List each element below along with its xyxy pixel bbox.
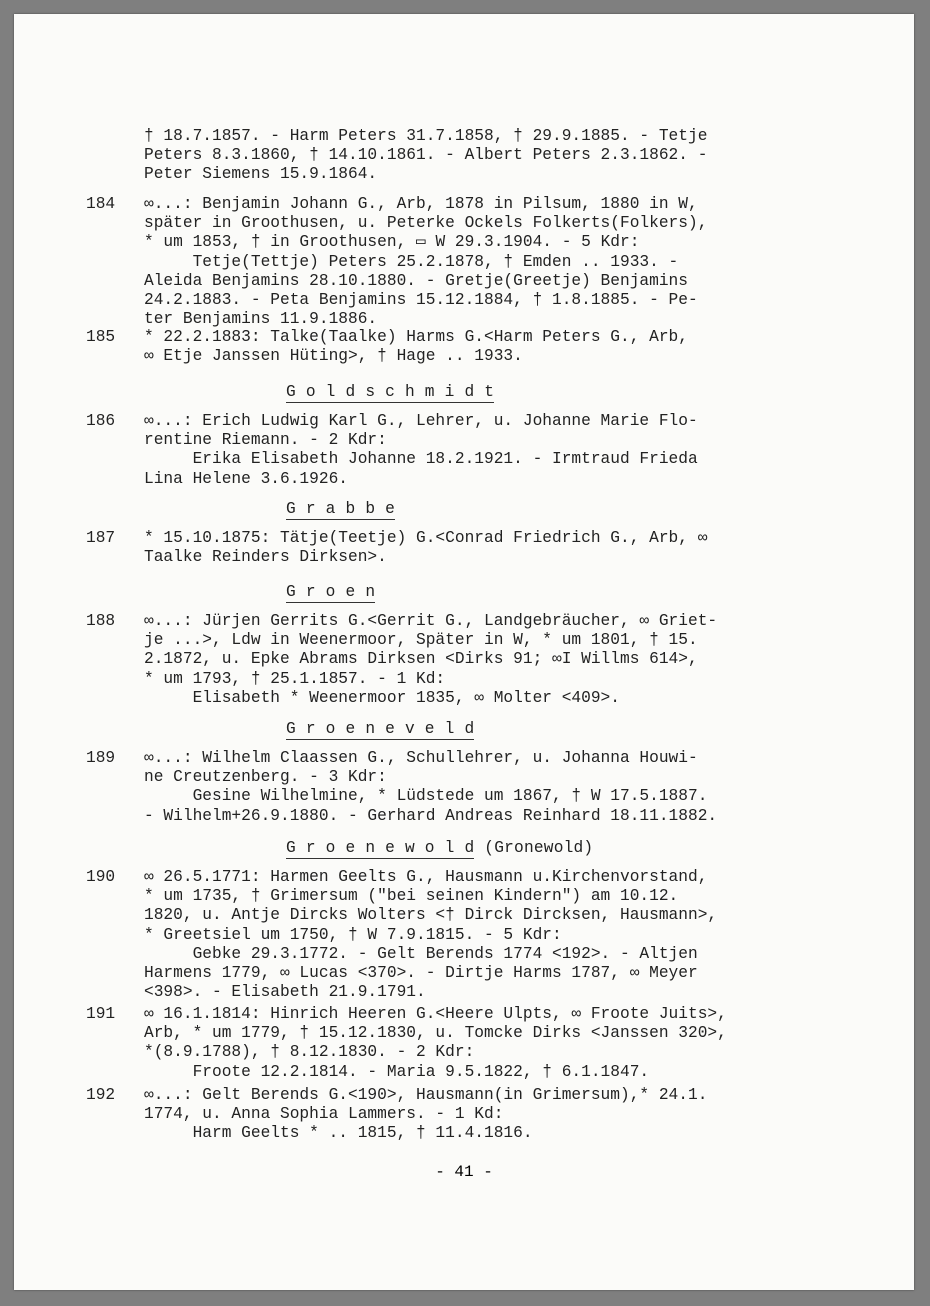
- section-heading-note: (Gronewold): [474, 839, 594, 857]
- entry-line: * um 1735, † Grimersum ("bei seinen Kindern") am 10.12.: [144, 887, 679, 906]
- entry-text: [144, 412, 814, 489]
- register-entry: [14, 328, 814, 366]
- entry-text: [144, 1005, 814, 1082]
- section-heading: [286, 500, 395, 519]
- register-entry: [14, 1086, 814, 1144]
- entry-line: 2.1872, u. Epke Abrams Dirksen <Dirks 91; ∞I Willms 614>,: [144, 650, 698, 669]
- section-heading: [286, 720, 474, 739]
- entry-line: Lina Helene 3.6.1926.: [144, 469, 348, 488]
- entry-line: 1820, u. Antje Dircks Wolters <† Dirck Dircksen, Hausmann>,: [144, 906, 718, 925]
- entry-line: - Wilhelm+26.9.1880. - Gerhard Andreas Reinhard 18.11.1882.: [144, 806, 718, 825]
- entry-line: ∞...: Erich Ludwig Karl G., Lehrer, u. Johanne Marie Flo-: [144, 412, 698, 430]
- entry-line: * um 1853, † in Groothusen, ▭ W 29.3.1904. - 5 Kdr:: [144, 233, 640, 252]
- register-entry: [14, 195, 814, 329]
- entry-line: <398>. - Elisabeth 21.9.1791.: [144, 983, 426, 1002]
- entry-line: ∞...: Benjamin Johann G., Arb, 1878 in Pilsum, 1880 in W,: [144, 195, 698, 213]
- register-entry: [14, 612, 814, 708]
- entry-line: je ...>, Ldw in Weenermoor, Später in W, * um 1801, † 15.: [144, 631, 698, 650]
- entry-number: 186: [86, 412, 116, 430]
- entry-line: Harmens 1779, ∞ Lucas <370>. - Dirtje Harms 1787, ∞ Meyer: [144, 964, 698, 983]
- register-entry: [14, 868, 814, 1002]
- section-heading-title: G r o e n e v e l d: [286, 720, 475, 738]
- entry-number: 189: [86, 749, 116, 767]
- entry-line: später in Groothusen, u. Peterke Ockels Folkerts(Folkers),: [144, 214, 708, 233]
- entry-line: Gebke 29.3.1772. - Gelt Berends 1774 <192>. - Altjen: [144, 944, 698, 963]
- register-entry: [14, 127, 814, 185]
- section-heading: [286, 583, 375, 602]
- register-entry: [14, 529, 814, 567]
- section-heading-title: G o l d s c h m i d t: [286, 383, 495, 401]
- entry-line: 1774, u. Anna Sophia Lammers. - 1 Kd:: [144, 1105, 504, 1124]
- entry-text: [144, 749, 814, 826]
- entry-text: [144, 868, 814, 1002]
- entry-line: * um 1793, † 25.1.1857. - 1 Kd:: [144, 669, 446, 688]
- entry-text: [144, 127, 814, 185]
- entry-line: ∞ Etje Janssen Hüting>, † Hage .. 1933.: [144, 347, 523, 366]
- entry-line: Harm Geelts * .. 1815, † 11.4.1816.: [144, 1124, 533, 1143]
- entry-line: rentine Riemann. - 2 Kdr:: [144, 431, 387, 450]
- entry-line: ter Benjamins 11.9.1886.: [144, 310, 378, 329]
- entry-text: [144, 195, 814, 329]
- entry-number: 184: [86, 195, 116, 213]
- entry-text: [144, 612, 814, 708]
- register-entry: [14, 749, 814, 826]
- entry-line: Peter Siemens 15.9.1864.: [144, 165, 378, 184]
- entry-line: † 18.7.1857. - Harm Peters 31.7.1858, † 29.9.1885. - Tetje: [144, 127, 708, 145]
- entry-line: Taalke Reinders Dirksen>.: [144, 548, 387, 567]
- entry-line: * 15.10.1875: Tätje(Teetje) G.<Conrad Friedrich G., Arb, ∞: [144, 529, 708, 547]
- register-entry: [14, 412, 814, 489]
- section-heading-title: G r o e n e w o l d: [286, 839, 475, 857]
- register-entry: [14, 1005, 814, 1082]
- entry-line: *(8.9.1788), † 8.12.1830. - 2 Kdr:: [144, 1043, 475, 1062]
- document-page: [14, 14, 914, 1290]
- section-heading: [286, 383, 494, 402]
- entry-line: ∞...: Gelt Berends G.<190>, Hausmann(in Grimersum),* 24.1.: [144, 1086, 708, 1104]
- entry-number: 191: [86, 1005, 116, 1023]
- section-heading: [286, 839, 593, 858]
- entry-line: ne Creutzenberg. - 3 Kdr:: [144, 768, 387, 787]
- entry-number: 188: [86, 612, 116, 630]
- entry-text: [144, 328, 814, 366]
- entry-number: 187: [86, 529, 116, 547]
- entry-line: Peters 8.3.1860, † 14.10.1861. - Albert Peters 2.3.1862. -: [144, 146, 708, 165]
- entry-line: 24.2.1883. - Peta Benjamins 15.12.1884, † 1.8.1885. - Pe-: [144, 291, 698, 310]
- entry-line: ∞ 16.1.1814: Hinrich Heeren G.<Heere Ulpts, ∞ Froote Juits>,: [144, 1005, 727, 1023]
- entry-line: * Greetsiel um 1750, † W 7.9.1815. - 5 Kdr:: [144, 925, 562, 944]
- entry-line: Elisabeth * Weenermoor 1835, ∞ Molter <409>.: [144, 688, 620, 707]
- section-heading-title: G r a b b e: [286, 500, 396, 518]
- entry-line: Aleida Benjamins 28.10.1880. - Gretje(Greetje) Benjamins: [144, 271, 688, 290]
- section-heading-title: G r o e n: [286, 583, 376, 601]
- entry-number: 190: [86, 868, 116, 886]
- entry-line: ∞ 26.5.1771: Harmen Geelts G., Hausmann u.Kirchenvorstand,: [144, 868, 708, 886]
- entry-line: Froote 12.2.1814. - Maria 9.5.1822, † 6.1.1847.: [144, 1062, 650, 1081]
- entry-text: [144, 529, 814, 567]
- entry-line: Arb, * um 1779, † 15.12.1830, u. Tomcke Dirks <Janssen 320>,: [144, 1024, 727, 1043]
- entry-line: ∞...: Wilhelm Claassen G., Schullehrer, u. Johanna Houwi-: [144, 749, 698, 767]
- entry-line: Tetje(Tettje) Peters 25.2.1878, † Emden .. 1933. -: [144, 252, 679, 271]
- entry-text: [144, 1086, 814, 1144]
- entry-line: ∞...: Jürjen Gerrits G.<Gerrit G., Landgebräucher, ∞ Griet-: [144, 612, 718, 630]
- entry-line: Erika Elisabeth Johanne 18.2.1921. - Irmtraud Frieda: [144, 450, 698, 469]
- entry-number: 192: [86, 1086, 116, 1104]
- entry-line: * 22.2.1883: Talke(Taalke) Harms G.<Harm Peters G., Arb,: [144, 328, 688, 346]
- entry-number: 185: [86, 328, 116, 346]
- page-number: - 41 -: [435, 1163, 493, 1181]
- entry-line: Gesine Wilhelmine, * Lüdstede um 1867, † W 17.5.1887.: [144, 787, 708, 806]
